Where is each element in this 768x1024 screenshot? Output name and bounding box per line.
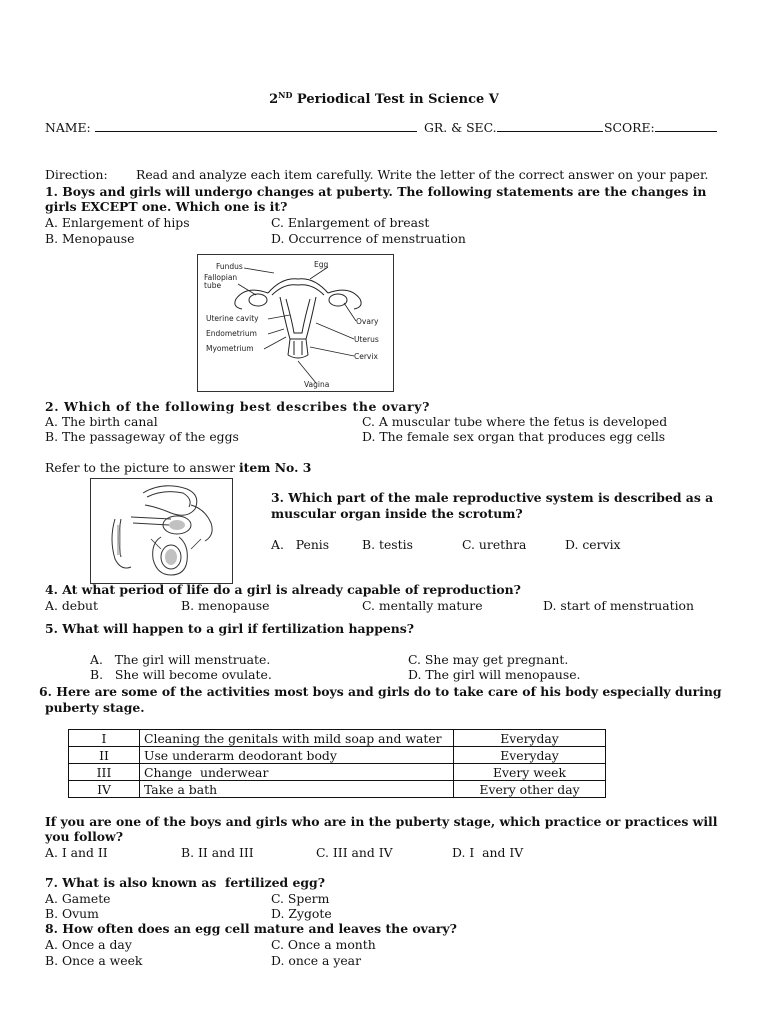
title-prefix: 2 (269, 92, 279, 107)
row-number: II (69, 747, 140, 764)
q1-line1: 1. Boys and girls will undergo changes at puberty. The following statements are the changes in (45, 184, 707, 199)
q3-option-b: B. testis (362, 537, 413, 552)
q7-option-b: B. Ovum (45, 906, 99, 921)
q6-follow-line1: If you are one of the boys and girls who are in the puberty stage, which practice or practices will (45, 814, 718, 829)
q3-line2: muscular organ inside the scrotum? (271, 506, 523, 521)
q3-line1: 3. Which part of the male reproductive system is described as a (271, 490, 714, 505)
row-number: I (69, 730, 140, 747)
q6-option-a: A. I and II (45, 845, 108, 860)
direction-label: Direction: (45, 167, 108, 182)
q6-line1: 6. Here are some of the activities most boys and girls do to take care of his body especially during (39, 684, 722, 699)
label-egg: Egg (314, 260, 329, 269)
q1-option-c: C. Enlargement of breast (271, 215, 430, 230)
q4-option-b: B. menopause (181, 598, 270, 613)
row-number: IV (69, 781, 140, 798)
q2-option-d: D. The female sex organ that produces egg cells (362, 429, 666, 444)
male-reproductive-diagram (90, 478, 233, 584)
q8-option-d: D. once a year (271, 953, 361, 968)
q8-option-b: B. Once a week (45, 953, 143, 968)
q1-option-a: A. Enlargement of hips (45, 215, 190, 230)
q8-option-c: C. Once a month (271, 937, 376, 952)
section-blank (497, 120, 603, 132)
label-uterus: Uterus (354, 335, 379, 344)
label-fallopian-1: Fallopian (204, 273, 238, 282)
q4-option-c: C. mentally mature (362, 598, 483, 613)
label-myometrium: Myometrium (206, 344, 254, 353)
label-ovary: Ovary (356, 317, 379, 326)
title-text: Periodical Test in Science V (296, 92, 499, 107)
table-row (69, 747, 606, 764)
row-frequency: Every other day (454, 781, 606, 798)
q4-option-a: A. debut (45, 598, 98, 613)
row-activity: Change underwear (140, 764, 454, 781)
label-fundus: Fundus (216, 262, 243, 271)
label-vagina: Vagina (304, 380, 330, 389)
row-number: III (69, 764, 140, 781)
q6-option-b: B. II and III (181, 845, 254, 860)
score-blank (655, 120, 717, 132)
row-activity: Cleaning the genitals with mild soap and water (140, 730, 454, 747)
row-frequency: Every week (454, 764, 606, 781)
q5-option-c: C. She may get pregnant. (408, 652, 569, 667)
q2-option-c: C. A muscular tube where the fetus is developed (362, 414, 668, 429)
q7-question: 7. What is also known as fertilized egg? (45, 875, 325, 890)
q8-question: 8. How often does an egg cell mature and leaves the ovary? (45, 921, 457, 936)
name-label: NAME: (45, 120, 417, 135)
practices-table (68, 729, 606, 798)
label-fallopian-2: tube (204, 281, 222, 290)
q3-option-a: A. Penis (271, 537, 330, 552)
label-endometrium: Endometrium (206, 329, 257, 338)
q6-option-c: C. III and IV (316, 845, 393, 860)
refer-instruction: Refer to the picture to answer item No. 3 (45, 460, 312, 475)
q8-option-a: A. Once a day (45, 937, 132, 952)
q4-question: 4. At what period of life do a girl is already capable of reproduction? (45, 582, 521, 597)
label-uterine-cavity: Uterine cavity (206, 314, 259, 323)
q3-option-c: C. urethra (462, 537, 527, 552)
q7-option-a: A. Gamete (45, 891, 111, 906)
q6-option-d: D. I and IV (452, 845, 524, 860)
name-blank (95, 120, 417, 132)
q5-question: 5. What will happen to a girl if fertilization happens? (45, 621, 414, 636)
q7-option-c: C. Sperm (271, 891, 330, 906)
q6-follow-line2: you follow? (45, 829, 123, 844)
title-superscript: ND (278, 90, 293, 100)
row-frequency: Everyday (454, 747, 606, 764)
q2-option-a: A. The birth canal (45, 414, 158, 429)
row-activity: Use underarm deodorant body (140, 747, 454, 764)
q1-option-d: D. Occurrence of menstruation (271, 231, 466, 246)
page-title (0, 88, 768, 107)
q3-option-d: D. cervix (565, 537, 621, 552)
q5-option-a: A. The girl will menstruate. (90, 652, 271, 667)
table-row (69, 730, 606, 747)
q1-line2: girls EXCEPT one. Which one is it? (45, 199, 288, 214)
q1-option-b: B. Menopause (45, 231, 135, 246)
direction-text: Read and analyze each item carefully. Write the letter of the correct answer on your paper. (136, 167, 709, 182)
q5-option-b: B. She will become ovulate. (90, 667, 272, 682)
q7-option-d: D. Zygote (271, 906, 332, 921)
q4-option-d: D. start of menstruation (543, 598, 694, 613)
section-label: GR. & SEC. (424, 120, 603, 135)
row-frequency: Everyday (454, 730, 606, 747)
q5-option-d: D. The girl will menopause. (408, 667, 581, 682)
q6-line2: puberty stage. (45, 700, 145, 715)
q2-question: 2. Which of the following best describes the ovary? (45, 399, 430, 414)
female-reproductive-diagram (197, 254, 394, 392)
row-activity: Take a bath (140, 781, 454, 798)
q2-option-b: B. The passageway of the eggs (45, 429, 239, 444)
label-cervix: Cervix (354, 352, 378, 361)
table-row (69, 781, 606, 798)
table-row (69, 764, 606, 781)
score-label: SCORE: (604, 120, 717, 135)
